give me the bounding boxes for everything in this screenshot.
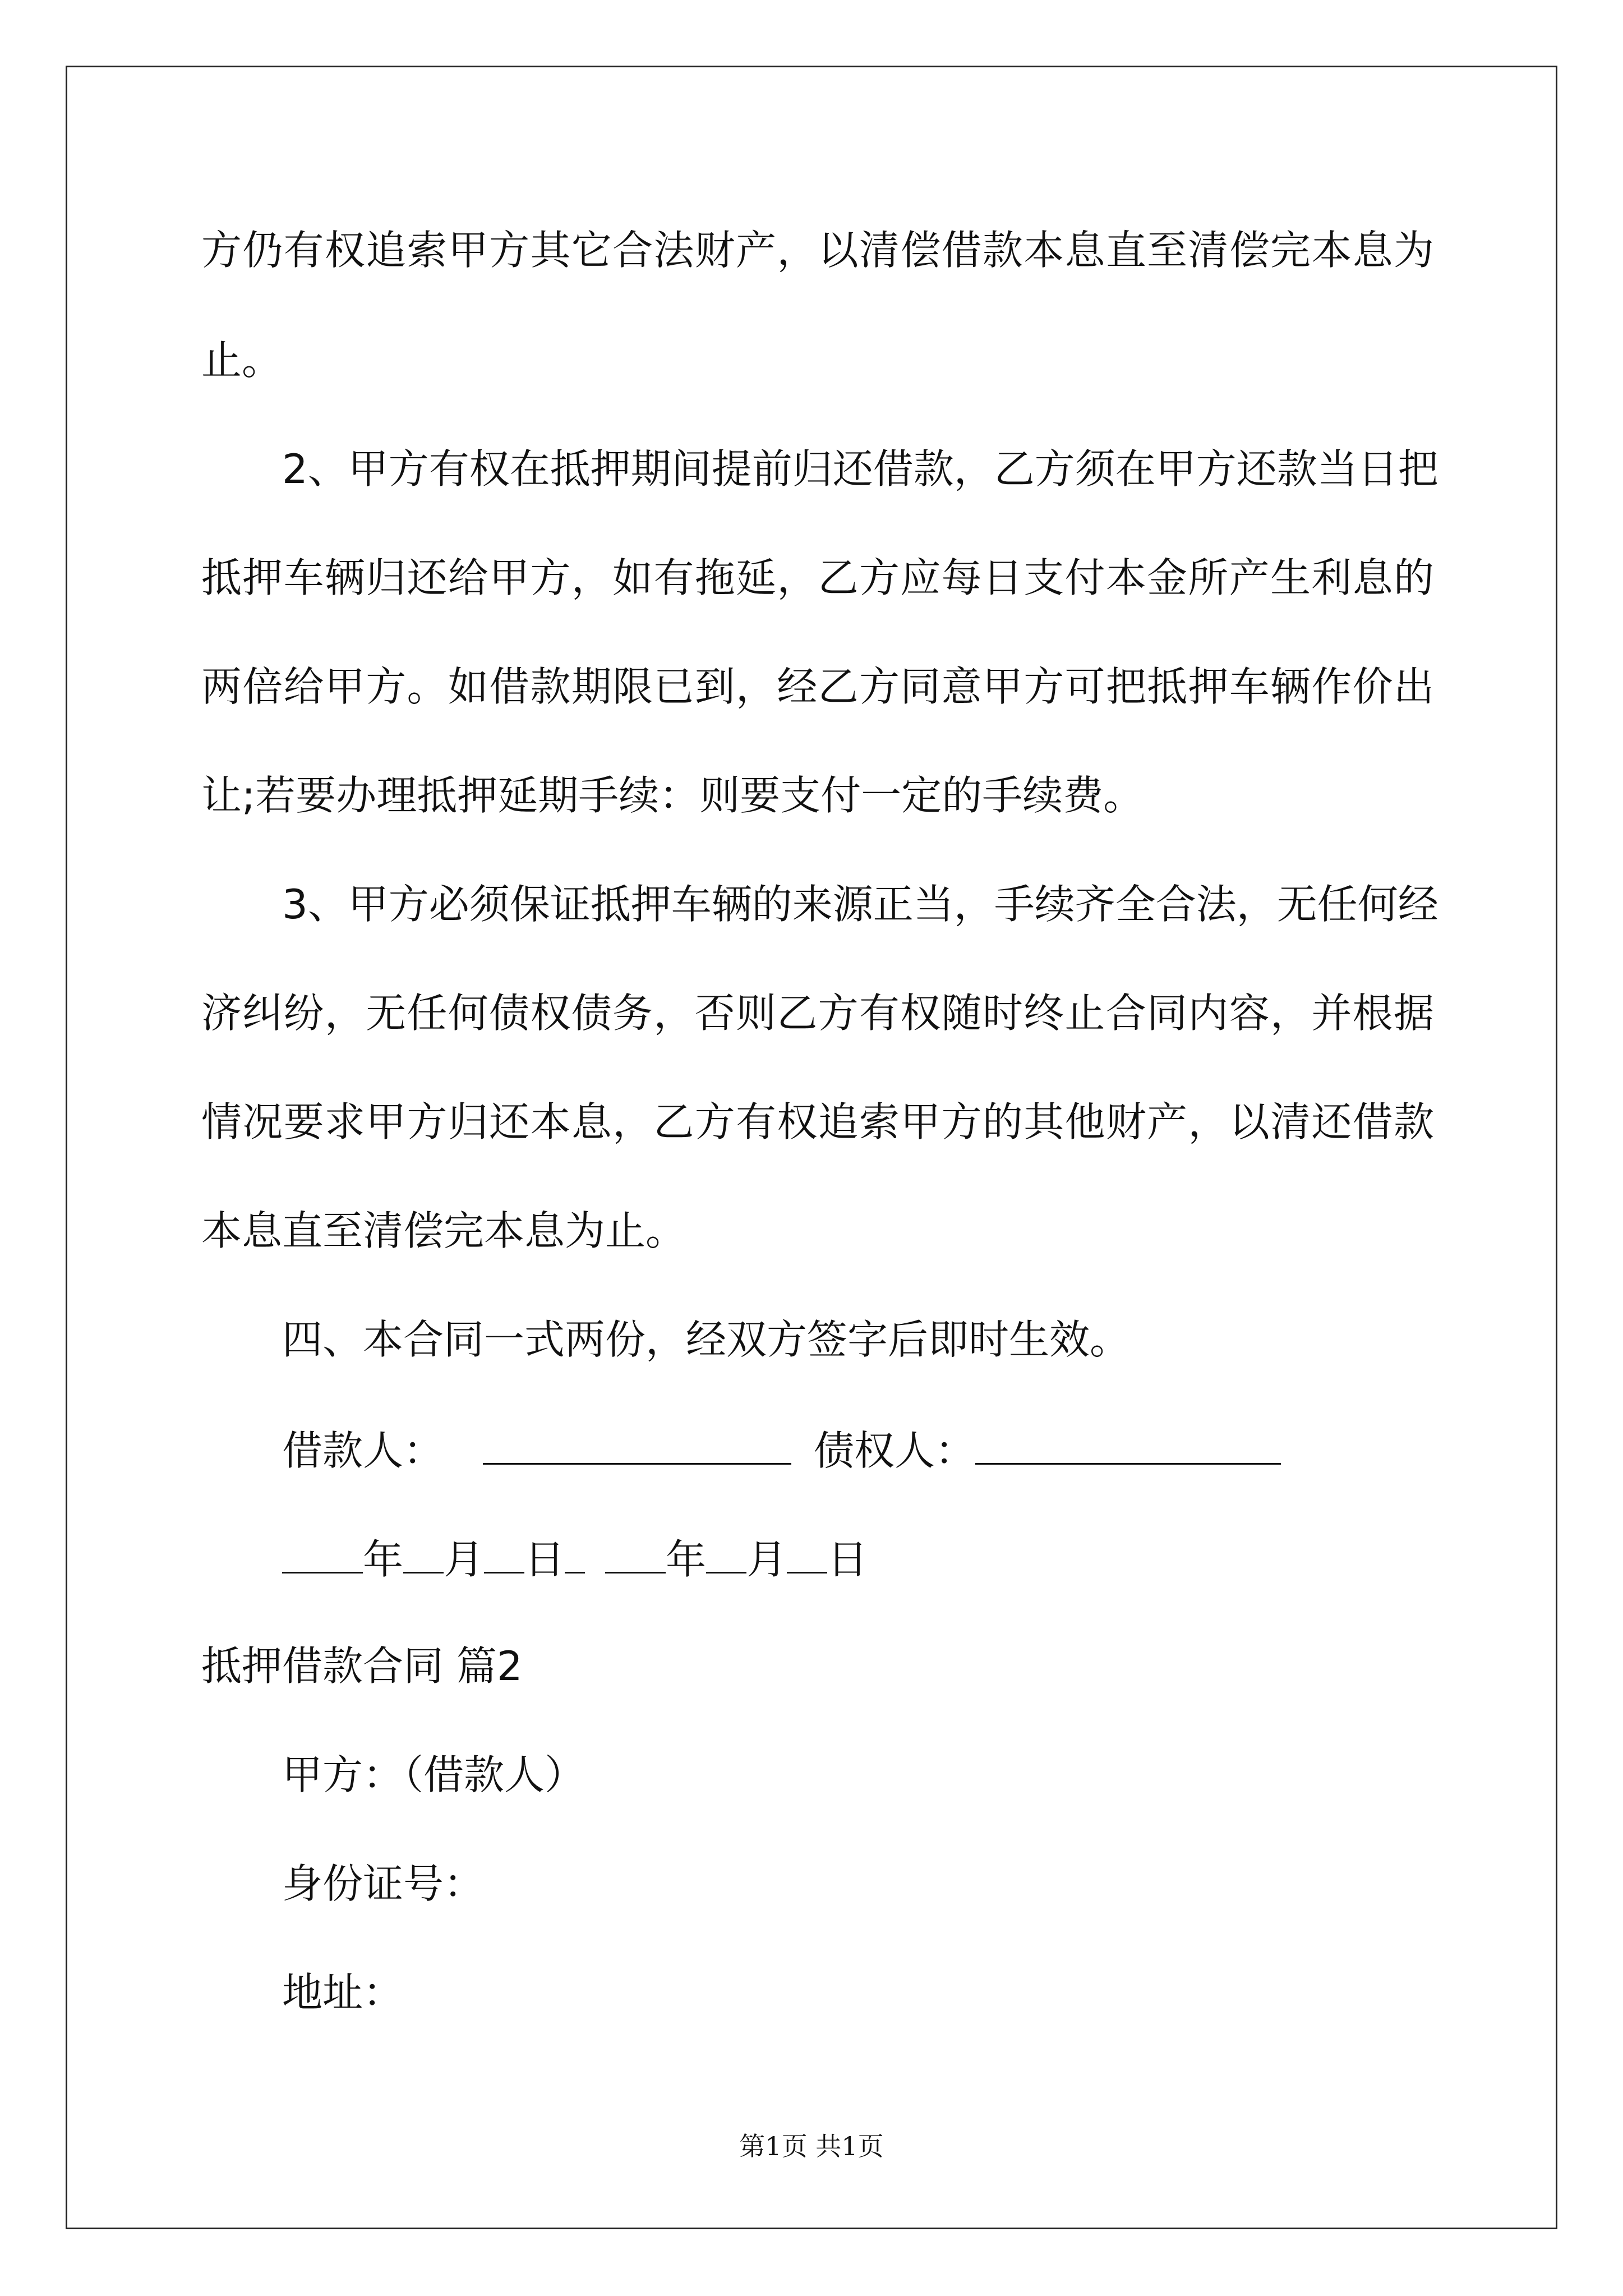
paragraph-line: 四、本合同一式两份，经双方签字后即时生效。 xyxy=(282,1316,1131,1363)
id-number-label: 身份证号： xyxy=(282,1860,485,1907)
paragraph-line: 方仍有权追索甲方其它合法财产，以清偿借款本息直至清偿完本息为 xyxy=(201,227,1434,274)
month-blank xyxy=(706,1537,746,1573)
creditor-signature-line xyxy=(975,1428,1281,1465)
borrower-label: 借款人： xyxy=(282,1427,444,1474)
address-label: 地址： xyxy=(282,1969,404,2016)
paragraph-line: 3、甲方必须保证抵押车辆的来源正当，手续齐全合法，无任何经 xyxy=(282,881,1438,928)
month-label: 月 xyxy=(444,1536,485,1583)
page-footer: 第1页 共1页 xyxy=(739,2131,884,2161)
date-row xyxy=(282,1536,868,1583)
year-label: 年 xyxy=(666,1536,707,1583)
borrower-signature-line xyxy=(483,1428,791,1465)
day-label: 日 xyxy=(524,1536,565,1583)
paragraph-line: 止。 xyxy=(201,337,283,384)
paragraph-line: 济纠纷，无任何债权债务，否则乙方有权随时终止合同内容，并根据 xyxy=(201,990,1434,1037)
signature-row xyxy=(282,1427,1281,1474)
month-label: 月 xyxy=(746,1536,787,1583)
paragraph-line: 2、甲方有权在抵押期间提前归还借款，乙方须在甲方还款当日把 xyxy=(282,445,1438,493)
party-a-label: 甲方：（借款人） xyxy=(282,1751,585,1798)
paragraph-line: 本息直至清偿完本息为止。 xyxy=(201,1207,686,1254)
creditor-label: 债权人： xyxy=(814,1427,976,1474)
day-blank xyxy=(787,1537,827,1573)
day-label: 日 xyxy=(827,1536,868,1583)
day-blank xyxy=(484,1537,524,1573)
section-title: 抵押借款合同 篇2 xyxy=(201,1642,523,1690)
year-label: 年 xyxy=(363,1536,404,1583)
paragraph-line: 情况要求甲方归还本息，乙方有权追索甲方的其他财产，以清还借款 xyxy=(201,1098,1434,1145)
paragraph-line: 两倍给甲方。如借款期限已到，经乙方同意甲方可把抵押车辆作价出 xyxy=(201,663,1434,710)
month-blank xyxy=(403,1537,444,1573)
year-blank xyxy=(282,1537,363,1573)
trailing-blank xyxy=(565,1537,585,1573)
paragraph-line: 让;若要办理抵押延期手续：则要支付一定的手续费。 xyxy=(201,772,1144,819)
year-blank xyxy=(605,1537,666,1573)
paragraph-line: 抵押车辆归还给甲方，如有拖延，乙方应每日支付本金所产生利息的 xyxy=(201,554,1434,601)
